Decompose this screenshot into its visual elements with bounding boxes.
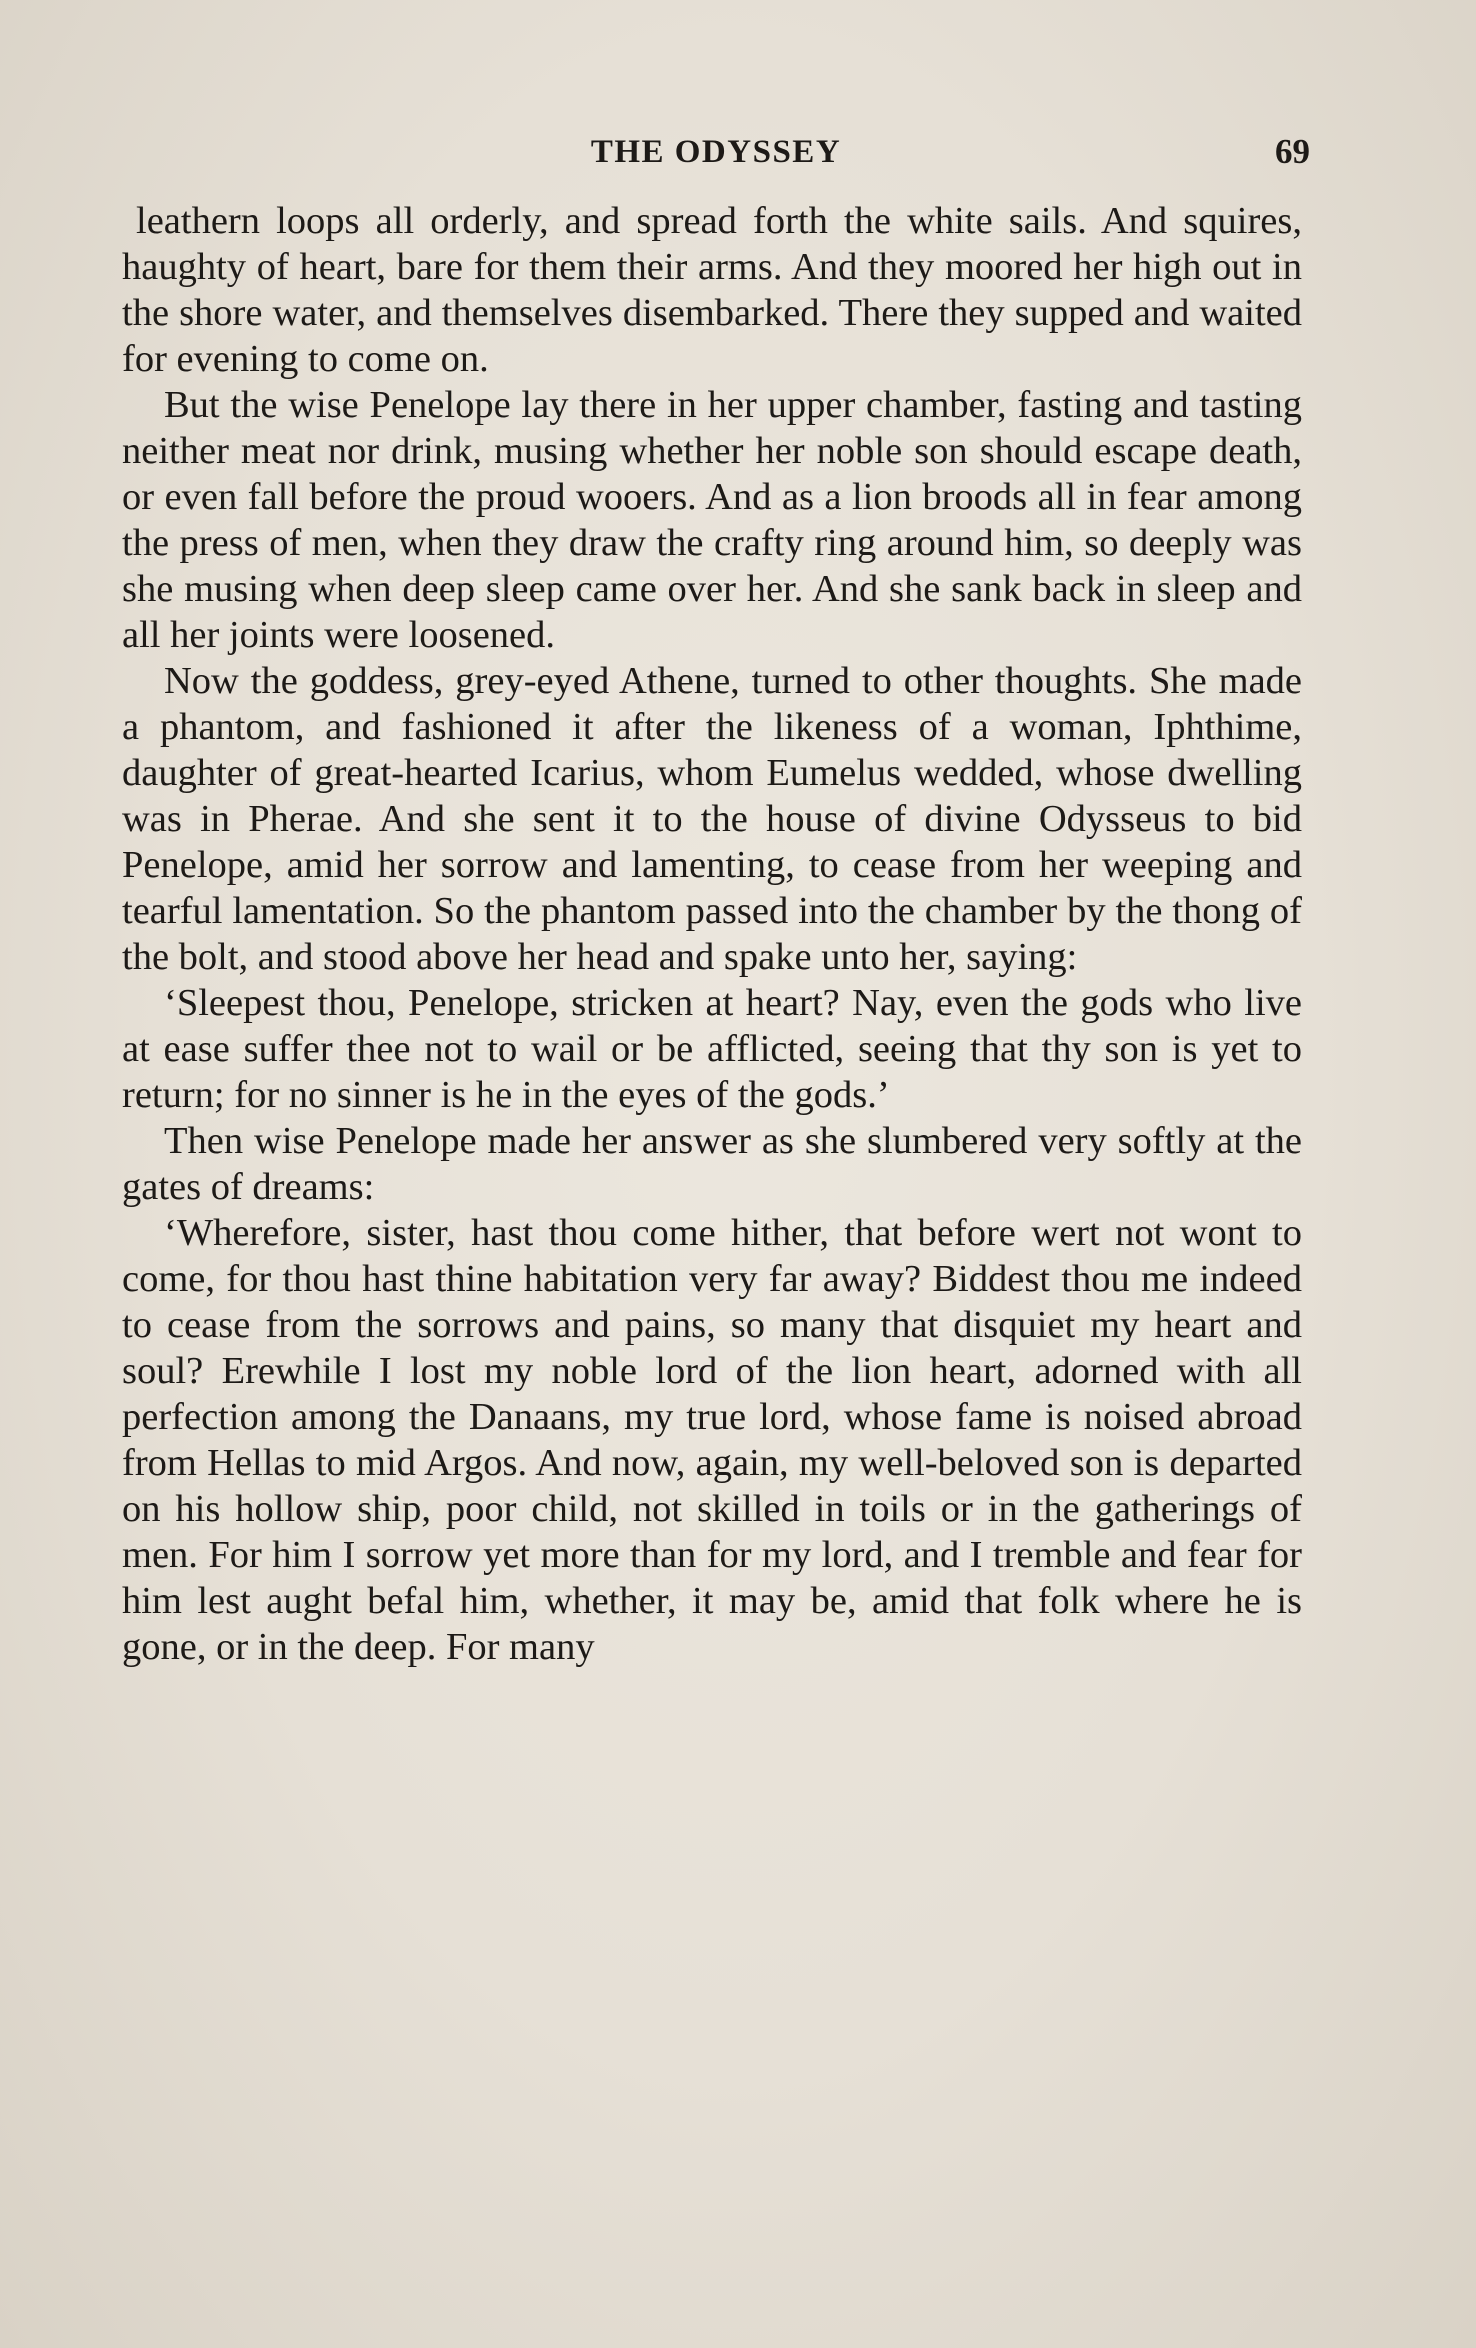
body-text (122, 198, 1302, 1670)
paragraph-penelope-speech: ‘Wherefore, sister, hast thou come hither, that before wert not wont to come, for thou hast thine habitation very far away? Biddest thou me indeed to cease from the sorrows and pains, so many that disquiet my heart and soul? Erewhile I lost my noble lord of the lion heart, adorned with all perfection among the Danaans, my true lord, whose fame is noised abroad from Hellas to mid Argos. And now, again, my well-beloved son is departed on his hollow ship, poor child, not skilled in toils or in the gatherings of men. For him I sorrow yet more than for my lord, and I tremble and fear for him lest aught befal him, whether, it may be, amid that folk where he is gone, or in the deep. For many (122, 1212, 1302, 1668)
paragraph-phantom-speech: ‘Sleepest thou, Penelope, stricken at heart? Nay, even the gods who live at ease suffer thee not to wail or be afflicted, seeing that thy son is yet to return; for no sinner is he in the eyes of the gods.’ (122, 982, 1302, 1116)
page-number: 69 (1275, 132, 1310, 171)
paragraph-penelope-answer-intro: Then wise Penelope made her answer as she slumbered very softly at the gates of dreams: (122, 1120, 1302, 1208)
paragraph-athene-phantom: Now the goddess, grey-eyed Athene, turned to other thoughts. She made a phantom, and fashioned it after the likeness of a woman, Iphthime, daughter of great-hearted Icarius, whom Eumelus wedded, whose dwelling was in Pherae. And she sent it to the house of divine Odysseus to bid Penelope, amid her sorrow and lamenting, to cease from her weeping and tearful lamentation. So the phantom passed into the chamber by the thong of the bolt, and stood above her head and spake unto her, saying: (122, 660, 1302, 978)
paragraph-continuation: leathern loops all orderly, and spread forth the white sails. And squires, haughty of heart, bare for them their arms. And they moored her high out in the shore water, and themselves disembarked. There they supped and waited for evening to come on. (122, 200, 1302, 380)
paragraph-penelope-fasting: But the wise Penelope lay there in her upper chamber, fasting and tasting neither meat nor drink, musing whether her noble son should escape death, or even fall before the proud wooers. And as a lion broods all in fear among the press of men, when they draw the crafty ring around him, so deeply was she musing when deep sleep came over her. And she sank back in sleep and all her joints were loosened. (122, 384, 1302, 656)
running-title: THE ODYSSEY (590, 134, 842, 170)
page-header (122, 128, 1310, 176)
